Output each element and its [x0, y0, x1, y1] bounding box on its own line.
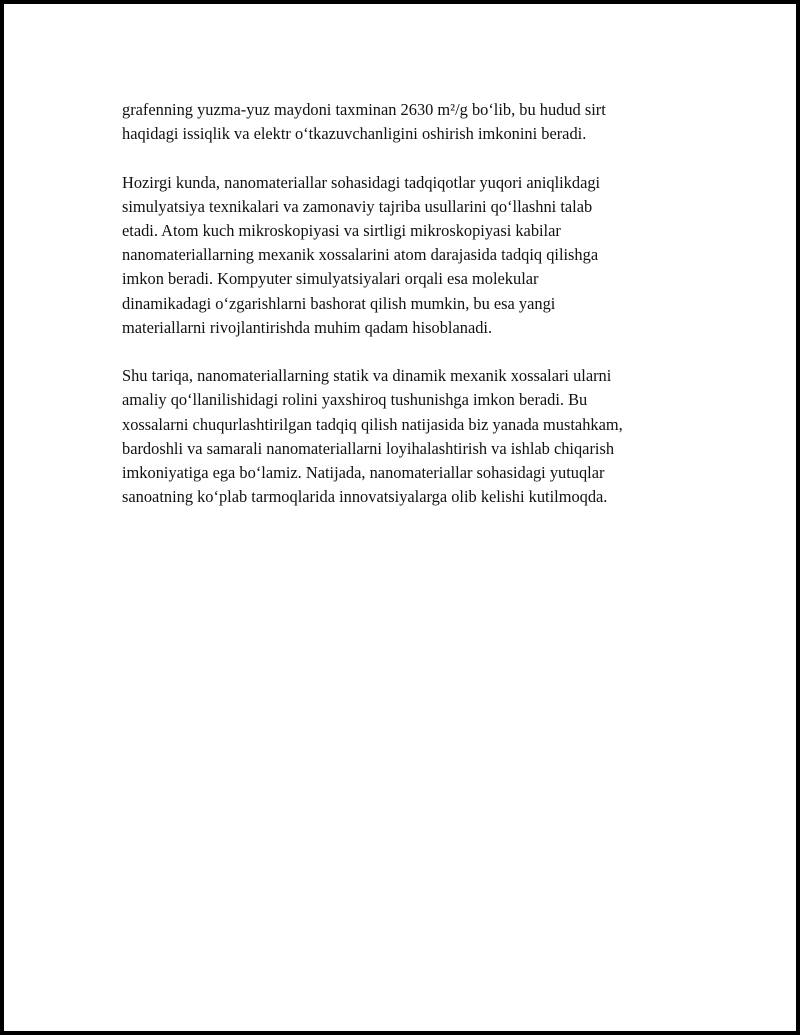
text-line: simulyatsiya texnikalari va zamonaviy tajriba usullarini qo‘llashni talab — [122, 196, 593, 216]
text-line: xossalarni chuqurlashtirilgan tadqiq qilish natijasida biz yanada mustahkam, — [122, 414, 623, 434]
text-line: imkon beradi. Kompyuter simulyatsiyalari orqali esa molekular — [122, 269, 539, 289]
text-line: Hozirgi kunda, nanomateriallar sohasidagi tadqiqotlar yuqori aniqlikdagi — [122, 172, 601, 192]
text-line: dinamikadagi o‘zgarishlarni bashorat qilish mumkin, bu esa yangi — [122, 293, 556, 313]
paragraph-3 — [122, 364, 682, 509]
text-line: bardoshli va samarali nanomateriallarni loyihalashtirish va ishlab chiqarish — [122, 438, 615, 458]
text-line: materiallarni rivojlantirishda muhim qadam hisoblanadi. — [122, 317, 493, 337]
text-line: imkoniyatiga ega bo‘lamiz. Natijada, nanomateriallar sohasidagi yutuqlar — [122, 463, 605, 483]
paragraph-1 — [122, 98, 682, 146]
text-line: sanoatning ko‘plab tarmoqlarida innovatsiyalarga olib kelishi kutilmoqda. — [122, 487, 608, 507]
text-line: Shu tariqa, nanomateriallarning statik va dinamik mexanik xossalari ularni — [122, 366, 612, 386]
text-line: haqidagi issiqlik va elektr o‘tkazuvchanligini oshirish imkonini beradi. — [122, 124, 587, 144]
paragraph-2 — [122, 171, 682, 340]
document-body — [122, 98, 682, 534]
text-line: grafenning yuzma-yuz maydoni taxminan 2630 m²/g bo‘lib, bu hudud sirt — [122, 100, 606, 119]
text-line: etadi. Atom kuch mikroskopiyasi va sirtligi mikroskopiyasi kabilar — [122, 221, 561, 240]
text-line: nanomateriallarning mexanik xossalarini atom darajasida tadqiq qilishga — [122, 245, 599, 265]
text-line: amaliy qo‘llanilishidagi rolini yaxshiroq tushunishga imkon beradi. Bu — [122, 390, 588, 410]
